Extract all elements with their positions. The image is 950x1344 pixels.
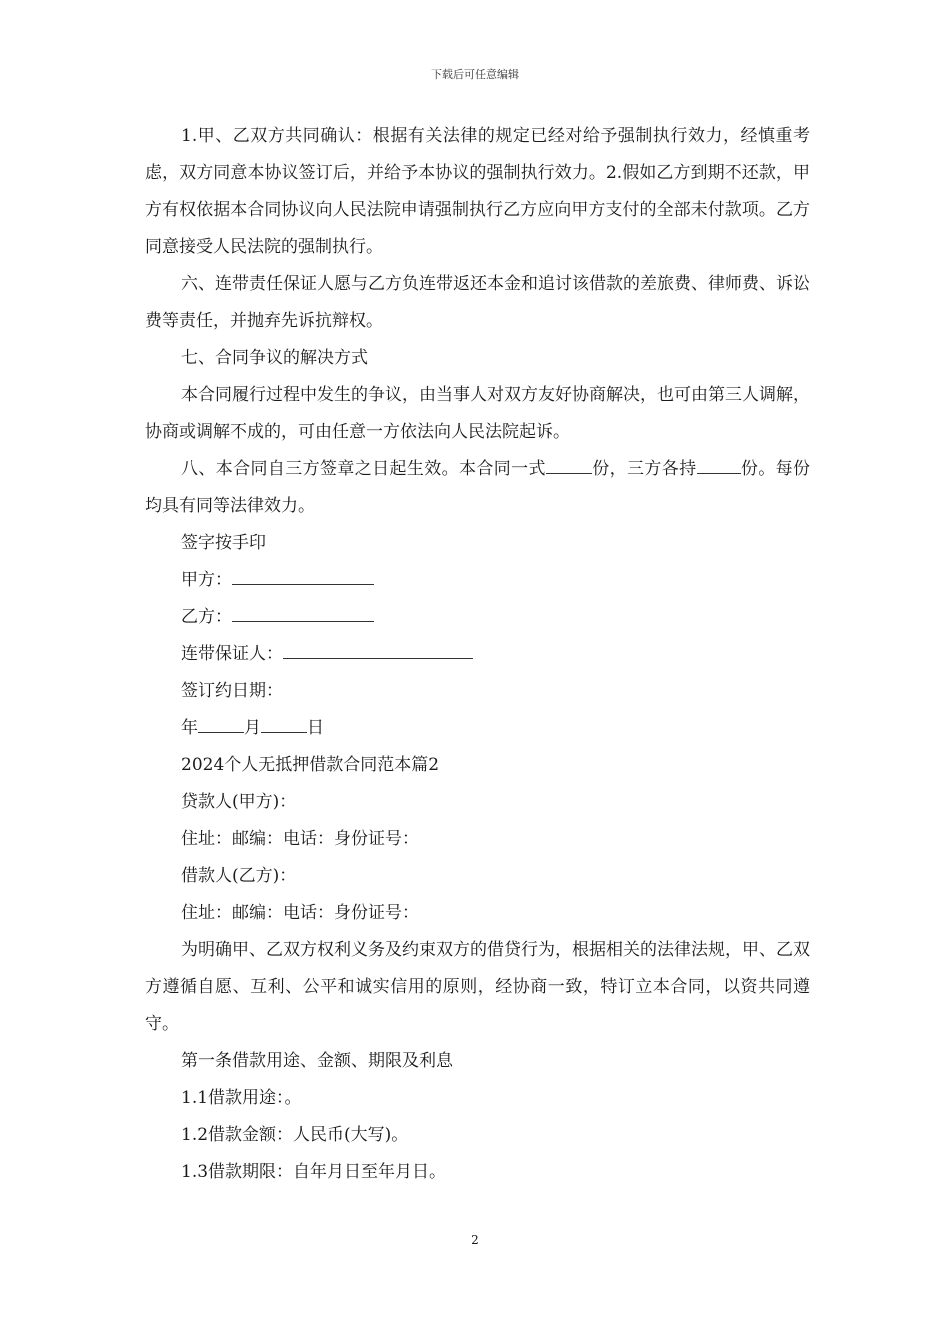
guarantor-blank — [283, 638, 473, 659]
party-a-blank — [232, 564, 374, 585]
page-number: 2 — [471, 1233, 479, 1247]
copies-blank — [546, 453, 592, 474]
paragraph-enforcement: 1.甲、乙双方共同确认：根据有关法律的规定已经对给予强制执行效力，经慎重考虑，双方同意本协议签订后，并给予本协议的强制执行效力。2.假如乙方到期不还款，甲方有权依据本合同协议向人民法院申请强制执行乙方应向甲方支付的全部未付款项。乙方同意接受人民法院的强制执行。 — [145, 126, 810, 257]
party-b-line — [145, 599, 810, 636]
effect-text-2: 份，三方各持 — [591, 459, 697, 479]
paragraph-dispute-resolution: 本合同履行过程中发生的争议，由当事人对双方友好协商解决，也可由第三人调解，协商或调解不成的，可由任意一方依法向人民法院起诉。 — [145, 385, 810, 442]
effect-text-1: 八、本合同自三方签章之日起生效。本合同一式 — [181, 459, 546, 479]
effect-text-3: 份。每份均具有同等法律效力。 — [145, 459, 810, 516]
article1-heading: 第一条借款用途、金额、期限及利息 — [181, 1051, 453, 1071]
copies-each-blank — [697, 453, 741, 474]
date-line — [145, 710, 810, 747]
party-b-blank — [232, 601, 374, 622]
article1-item-purpose: 1.1借款用途：。 — [181, 1088, 302, 1108]
party-b-label: 乙方： — [181, 607, 232, 627]
page-header: 下载后可任意编辑 — [431, 68, 519, 81]
signature-title: 签字按手印 — [181, 533, 266, 553]
paragraph-guarantor-liability: 六、连带责任保证人愿与乙方负连带返还本金和追讨该借款的差旅费、律师费、诉讼费等责任，并抛弃先诉抗辩权。 — [145, 274, 810, 331]
article1-item-amount: 1.2借款金额：人民币(大写)。 — [181, 1125, 409, 1145]
paragraph-effectiveness — [145, 451, 810, 525]
heading-dispute-resolution: 七、合同争议的解决方式 — [181, 348, 368, 368]
lender-label: 贷款人(甲方)： — [181, 792, 297, 812]
month-blank — [198, 712, 244, 733]
year-label: 年 — [181, 718, 198, 738]
guarantor-label: 连带保证人： — [181, 644, 283, 664]
party-a-line — [145, 562, 810, 599]
borrower-label: 借款人(乙方)： — [181, 866, 297, 886]
month-label: 月 — [244, 718, 261, 738]
article1-item-term: 1.3借款期限：自年月日至年月日。 — [181, 1162, 447, 1182]
lender-info: 住址：邮编：电话：身份证号： — [181, 829, 419, 849]
section2-title: 2024个人无抵押借款合同范本篇2 — [181, 755, 440, 775]
date-label: 签订约日期： — [181, 681, 283, 701]
guarantor-line — [145, 636, 810, 673]
borrower-info: 住址：邮编：电话：身份证号： — [181, 903, 419, 923]
contract-intro: 为明确甲、乙双方权利义务及约束双方的借贷行为，根据相关的法律法规，甲、乙双方遵循自愿、互利、公平和诚实信用的原则，经协商一致，特订立本合同，以资共同遵守。 — [145, 940, 810, 1034]
document-body — [145, 118, 810, 1191]
day-label: 日 — [307, 718, 324, 738]
party-a-label: 甲方： — [181, 570, 232, 590]
day-blank — [261, 712, 307, 733]
